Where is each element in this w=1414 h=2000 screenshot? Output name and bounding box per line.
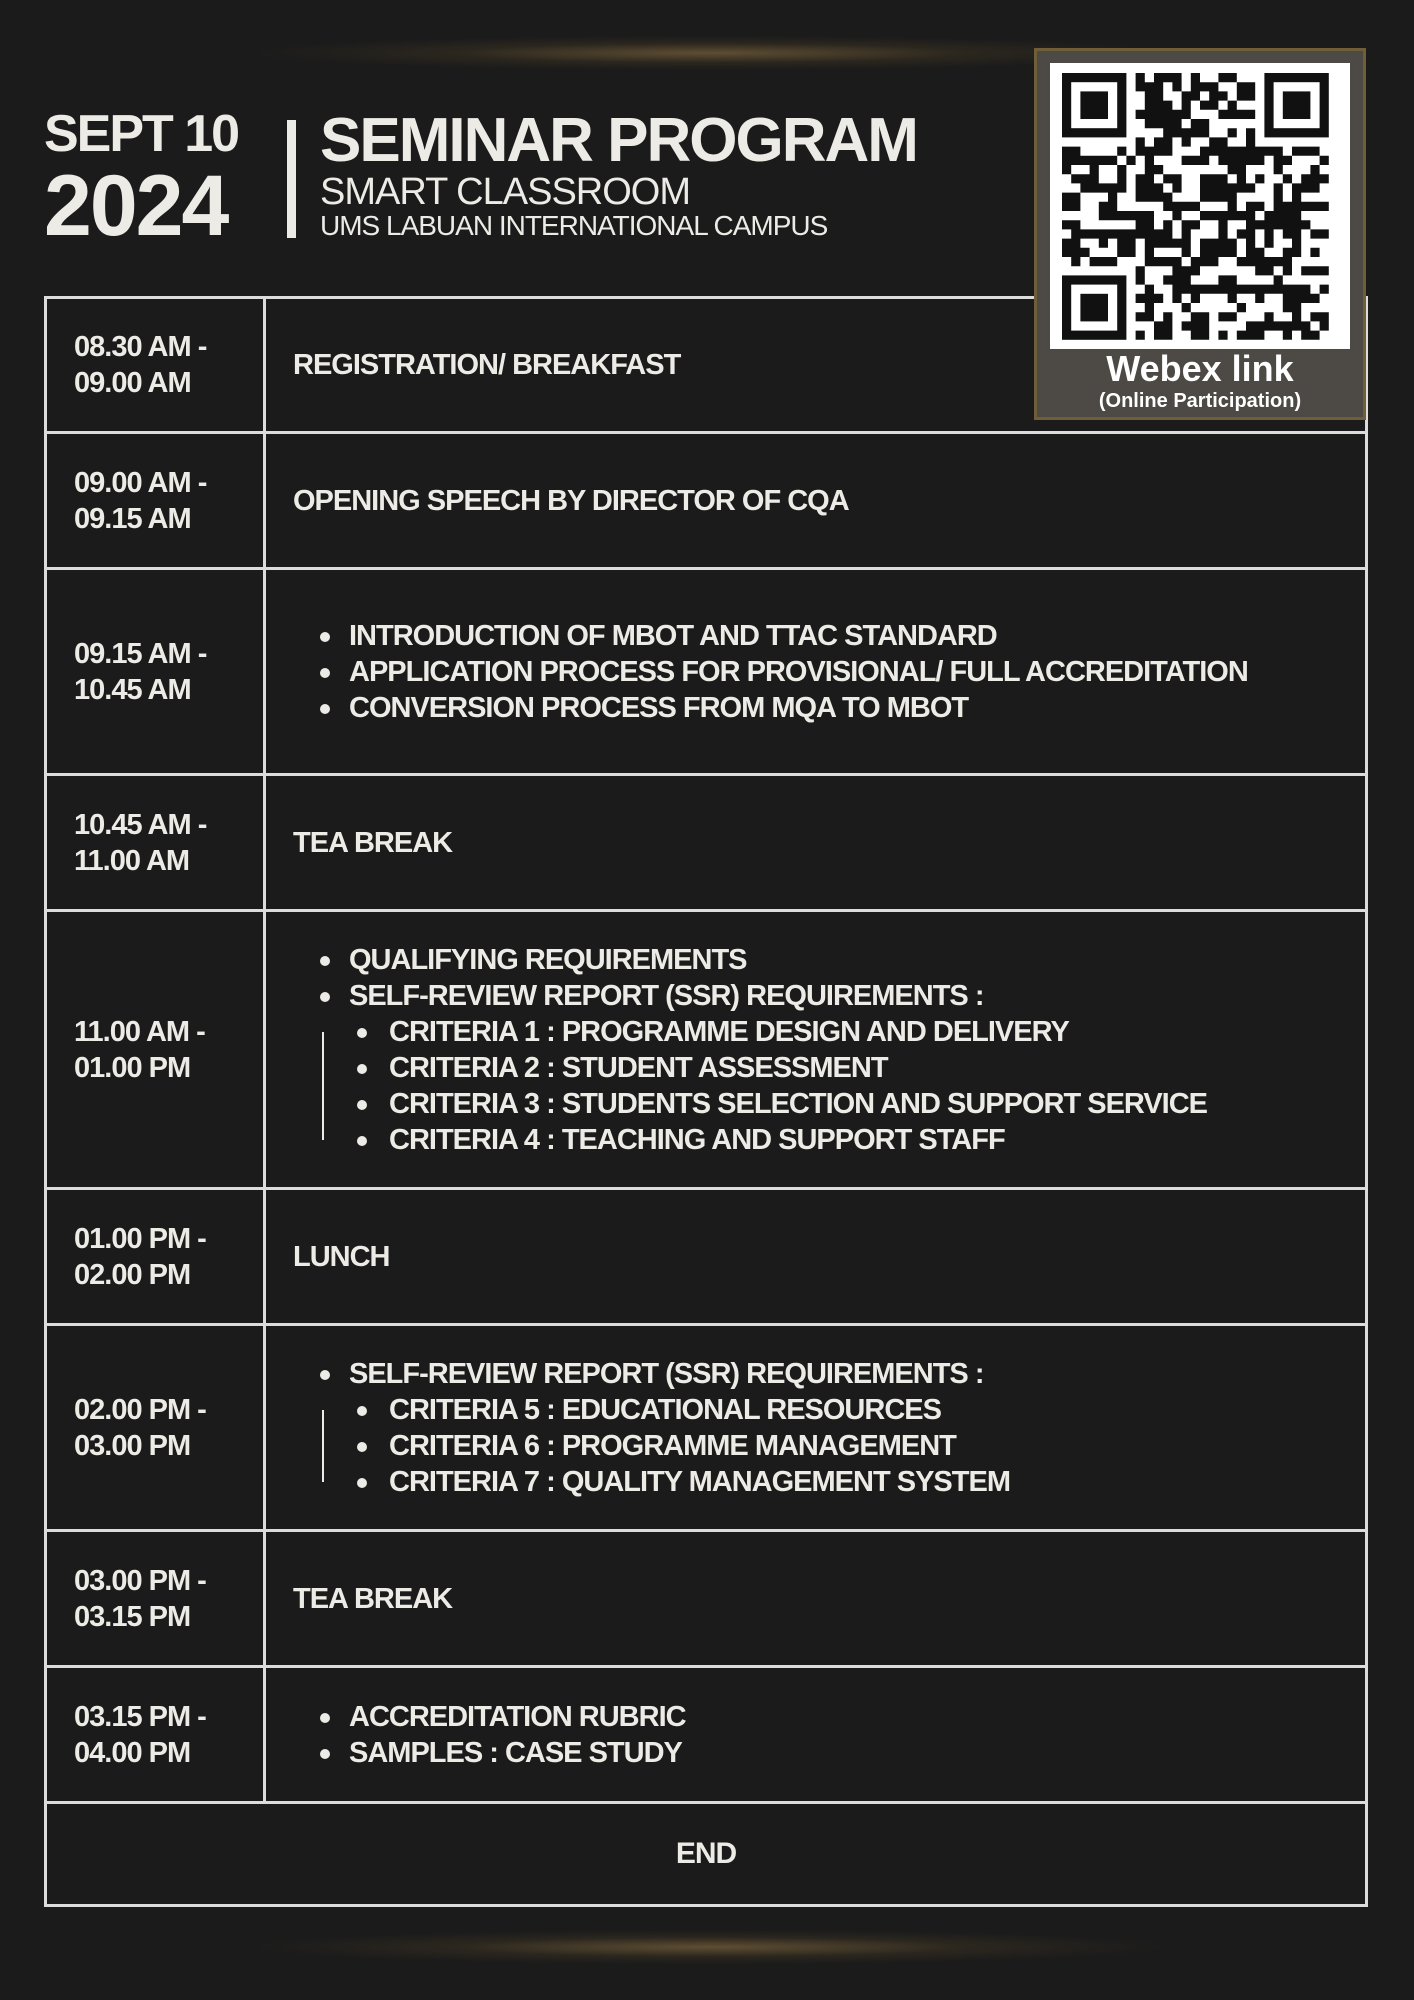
end-row <box>47 1804 1365 1904</box>
activity-list <box>293 942 1365 1014</box>
activity-text: LUNCH <box>293 1240 390 1273</box>
time-end: 02.00 PM <box>74 1258 191 1291</box>
list-item: APPLICATION PROCESS FOR PROVISIONAL/ FULL ACCREDITATION <box>349 654 1365 690</box>
activity-text: OPENING SPEECH BY DIRECTOR OF CQA <box>293 484 849 517</box>
time-end: 11.00 AM <box>74 844 190 877</box>
time-cell <box>47 1532 266 1665</box>
time-cell <box>47 912 266 1187</box>
venue: SMART CLASSROOM <box>320 171 691 213</box>
time-start: 09.00 AM - <box>74 466 207 499</box>
list-item: CRITERIA 7 : QUALITY MANAGEMENT SYSTEM <box>389 1464 1365 1500</box>
activity-cell <box>266 1190 1365 1323</box>
schedule-table <box>44 296 1368 1907</box>
header-divider <box>287 120 296 238</box>
list-item: SAMPLES : CASE STUDY <box>349 1735 1365 1771</box>
activity-list <box>293 618 1365 726</box>
time-end: 04.00 PM <box>74 1736 191 1769</box>
time-cell <box>47 776 266 909</box>
time-start: 11.00 AM - <box>74 1015 205 1048</box>
activity-list <box>293 1356 1365 1392</box>
activity-cell <box>266 1326 1365 1529</box>
list-item: CONVERSION PROCESS FROM MQA TO MBOT <box>349 690 1365 726</box>
bottom-glow <box>260 1930 1160 1964</box>
activity-cell <box>266 912 1365 1187</box>
list-item-label: SELF-REVIEW REPORT (SSR) REQUIREMENTS : <box>349 979 984 1012</box>
list-item: SELF-REVIEW REPORT (SSR) REQUIREMENTS : <box>349 1356 1365 1392</box>
list-item: CRITERIA 1 : PROGRAMME DESIGN AND DELIVERY <box>389 1014 1365 1050</box>
time-start: 09.15 AM - <box>74 637 207 670</box>
time-cell <box>47 1326 266 1529</box>
table-row <box>47 1532 1365 1668</box>
end-label: END <box>675 1837 737 1870</box>
time-start: 03.15 PM - <box>74 1700 206 1733</box>
qr-code-icon[interactable] <box>1050 63 1350 349</box>
list-item: INTRODUCTION OF MBOT AND TTAC STANDARD <box>349 618 1365 654</box>
time-cell <box>47 1190 266 1323</box>
activity-cell <box>266 776 1365 909</box>
time-start: 01.00 PM - <box>74 1222 206 1255</box>
list-item: CRITERIA 4 : TEACHING AND SUPPORT STAFF <box>389 1122 1365 1158</box>
activity-cell <box>266 1668 1365 1801</box>
activity-list <box>293 1699 1365 1771</box>
table-row <box>47 776 1365 912</box>
list-item: QUALIFYING REQUIREMENTS <box>349 942 1365 978</box>
time-start: 10.45 AM - <box>74 808 207 841</box>
campus: UMS LABUAN INTERNATIONAL CAMPUS <box>320 210 828 241</box>
top-glow <box>260 36 1160 70</box>
criteria-list <box>349 1014 1365 1158</box>
list-item: ACCREDITATION RUBRIC <box>349 1699 1365 1735</box>
list-item: CRITERIA 3 : STUDENTS SELECTION AND SUPPORT SERVICE <box>389 1086 1365 1122</box>
time-start: 02.00 PM - <box>74 1393 206 1426</box>
time-end: 01.00 PM <box>74 1051 191 1084</box>
time-end: 09.15 AM <box>74 502 191 535</box>
time-cell <box>47 434 266 567</box>
webex-link-label[interactable]: Webex link <box>1106 348 1294 389</box>
time-end: 10.45 AM <box>74 673 191 706</box>
activity-text: REGISTRATION/ BREAKFAST <box>293 349 681 381</box>
time-end: 09.00 AM <box>74 367 191 399</box>
event-date <box>44 104 264 254</box>
webex-qr-card[interactable] <box>1034 48 1366 420</box>
header-title-block <box>320 108 1040 242</box>
time-end: 03.00 PM <box>74 1429 191 1462</box>
activity-text: TEA BREAK <box>293 826 453 859</box>
date-month-day: SEPT 10 <box>44 105 239 163</box>
activity-text: TEA BREAK <box>293 1582 453 1615</box>
table-row <box>47 570 1365 776</box>
date-year: 2024 <box>44 158 228 254</box>
time-cell <box>47 1668 266 1801</box>
qr-finder-pattern <box>1080 294 1108 322</box>
list-item <box>349 978 1365 1014</box>
qr-code-graphic <box>1050 63 1350 349</box>
table-row <box>47 912 1365 1190</box>
time-end: 03.15 PM <box>74 1600 191 1633</box>
qr-finder-pattern <box>1283 91 1311 119</box>
time-cell <box>47 570 266 773</box>
activity-cell <box>266 1532 1365 1665</box>
table-row <box>47 1190 1365 1326</box>
webex-link-sublabel: (Online Participation) <box>1098 390 1302 412</box>
time-start: 03.00 PM - <box>74 1564 206 1597</box>
activity-cell <box>266 434 1365 567</box>
qr-finder-pattern <box>1080 91 1108 119</box>
list-item: CRITERIA 6 : PROGRAMME MANAGEMENT <box>389 1428 1365 1464</box>
criteria-list <box>349 1392 1365 1500</box>
table-row <box>47 1668 1365 1804</box>
time-start: 08.30 AM - <box>74 331 207 363</box>
time-cell <box>47 299 266 431</box>
list-item: CRITERIA 5 : EDUCATIONAL RESOURCES <box>389 1392 1365 1428</box>
table-row <box>47 1326 1365 1532</box>
list-item: CRITERIA 2 : STUDENT ASSESSMENT <box>389 1050 1365 1086</box>
page-title: SEMINAR PROGRAM <box>320 106 917 175</box>
activity-cell <box>266 570 1365 773</box>
table-row <box>47 434 1365 570</box>
